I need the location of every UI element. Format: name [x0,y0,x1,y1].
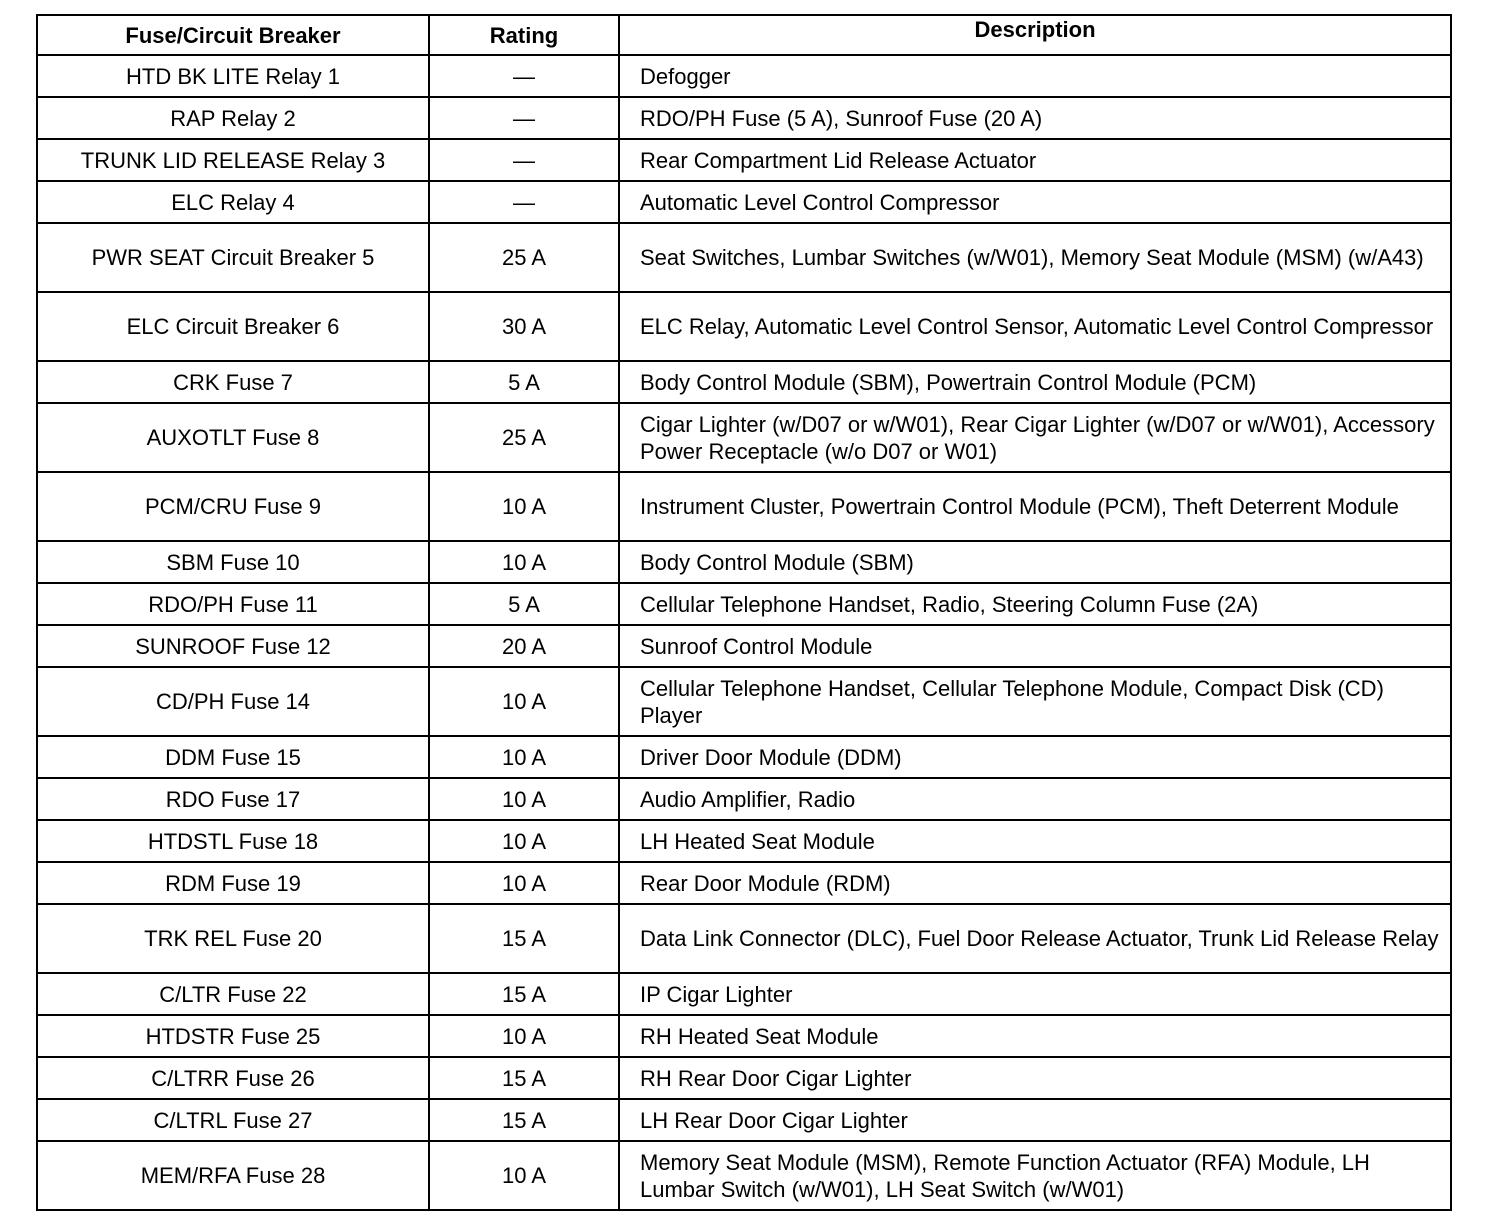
fuse-description: Instrument Cluster, Powertrain Control Module (PCM), Theft Deterrent Module [619,472,1451,541]
fuse-description: Rear Compartment Lid Release Actuator [619,139,1451,181]
header-description: Description [619,15,1451,55]
fuse-rating: — [429,55,619,97]
table-row [37,862,1451,904]
fuse-name: RDM Fuse 19 [37,862,429,904]
fuse-rating: 10 A [429,1141,619,1210]
fuse-rating: — [429,97,619,139]
table-row [37,778,1451,820]
fuse-rating: 10 A [429,541,619,583]
fuse-description: Data Link Connector (DLC), Fuel Door Release Actuator, Trunk Lid Release Relay [619,904,1451,973]
table-row [37,181,1451,223]
fuse-name: HTD BK LITE Relay 1 [37,55,429,97]
fuse-description: RH Rear Door Cigar Lighter [619,1057,1451,1099]
table-row [37,973,1451,1015]
table-row [37,667,1451,736]
fuse-rating: 10 A [429,472,619,541]
fuse-name: TRUNK LID RELEASE Relay 3 [37,139,429,181]
table-row [37,904,1451,973]
table-row [37,1141,1451,1210]
fuse-description: ELC Relay, Automatic Level Control Sensor, Automatic Level Control Compressor [619,292,1451,361]
table-header-row [37,15,1451,55]
fuse-rating: 15 A [429,1099,619,1141]
table-row [37,583,1451,625]
fuse-name: HTDSTR Fuse 25 [37,1015,429,1057]
fuse-name: CD/PH Fuse 14 [37,667,429,736]
fuse-rating: — [429,181,619,223]
fuse-table [36,14,1452,1211]
fuse-name: DDM Fuse 15 [37,736,429,778]
fuse-name: SUNROOF Fuse 12 [37,625,429,667]
fuse-name: AUXOTLT Fuse 8 [37,403,429,472]
fuse-rating: 5 A [429,583,619,625]
fuse-description: RH Heated Seat Module [619,1015,1451,1057]
table-row [37,625,1451,667]
fuse-rating: 20 A [429,625,619,667]
fuse-description: Cellular Telephone Handset, Radio, Steering Column Fuse (2A) [619,583,1451,625]
fuse-description: LH Rear Door Cigar Lighter [619,1099,1451,1141]
fuse-rating: 15 A [429,973,619,1015]
fuse-name: MEM/RFA Fuse 28 [37,1141,429,1210]
fuse-rating: 25 A [429,223,619,292]
table-row [37,820,1451,862]
fuse-rating: 10 A [429,736,619,778]
fuse-rating: 30 A [429,292,619,361]
fuse-rating: 5 A [429,361,619,403]
fuse-name: ELC Circuit Breaker 6 [37,292,429,361]
fuse-rating: 10 A [429,862,619,904]
fuse-rating: 10 A [429,820,619,862]
table-row [37,403,1451,472]
fuse-description: Sunroof Control Module [619,625,1451,667]
fuse-name: RDO Fuse 17 [37,778,429,820]
table-row [37,223,1451,292]
table-row [37,292,1451,361]
fuse-name: TRK REL Fuse 20 [37,904,429,973]
fuse-name: C/LTRL Fuse 27 [37,1099,429,1141]
fuse-name: PCM/CRU Fuse 9 [37,472,429,541]
fuse-rating: 10 A [429,667,619,736]
fuse-description: Automatic Level Control Compressor [619,181,1451,223]
fuse-name: CRK Fuse 7 [37,361,429,403]
fuse-name: C/LTRR Fuse 26 [37,1057,429,1099]
fuse-description: Cigar Lighter (w/D07 or w/W01), Rear Cigar Lighter (w/D07 or w/W01), Accessory Power Receptacle (w/o D07 or W01) [619,403,1451,472]
fuse-rating: 10 A [429,1015,619,1057]
table-row [37,97,1451,139]
header-rating: Rating [429,15,619,55]
fuse-name: ELC Relay 4 [37,181,429,223]
fuse-description: Memory Seat Module (MSM), Remote Function Actuator (RFA) Module, LH Lumbar Switch (w/W01), LH Seat Switch (w/W01) [619,1141,1451,1210]
fuse-table-container [36,14,1450,1211]
table-row [37,139,1451,181]
fuse-rating: 15 A [429,904,619,973]
fuse-name: PWR SEAT Circuit Breaker 5 [37,223,429,292]
fuse-description: Body Control Module (SBM), Powertrain Control Module (PCM) [619,361,1451,403]
fuse-description: IP Cigar Lighter [619,973,1451,1015]
table-row [37,1057,1451,1099]
fuse-description: Body Control Module (SBM) [619,541,1451,583]
table-row [37,1015,1451,1057]
fuse-name: C/LTR Fuse 22 [37,973,429,1015]
table-row [37,1099,1451,1141]
fuse-rating: — [429,139,619,181]
fuse-description: LH Heated Seat Module [619,820,1451,862]
fuse-rating: 25 A [429,403,619,472]
fuse-description: Cellular Telephone Handset, Cellular Telephone Module, Compact Disk (CD) Player [619,667,1451,736]
fuse-description: Audio Amplifier, Radio [619,778,1451,820]
fuse-description: Seat Switches, Lumbar Switches (w/W01), Memory Seat Module (MSM) (w/A43) [619,223,1451,292]
table-row [37,541,1451,583]
fuse-description: Defogger [619,55,1451,97]
fuse-description: RDO/PH Fuse (5 A), Sunroof Fuse (20 A) [619,97,1451,139]
table-row [37,736,1451,778]
fuse-name: HTDSTL Fuse 18 [37,820,429,862]
table-row [37,472,1451,541]
fuse-rating: 10 A [429,778,619,820]
header-fuse-circuit-breaker: Fuse/Circuit Breaker [37,15,429,55]
table-row [37,55,1451,97]
fuse-description: Rear Door Module (RDM) [619,862,1451,904]
table-row [37,361,1451,403]
fuse-name: SBM Fuse 10 [37,541,429,583]
fuse-name: RDO/PH Fuse 11 [37,583,429,625]
fuse-rating: 15 A [429,1057,619,1099]
fuse-name: RAP Relay 2 [37,97,429,139]
fuse-description: Driver Door Module (DDM) [619,736,1451,778]
